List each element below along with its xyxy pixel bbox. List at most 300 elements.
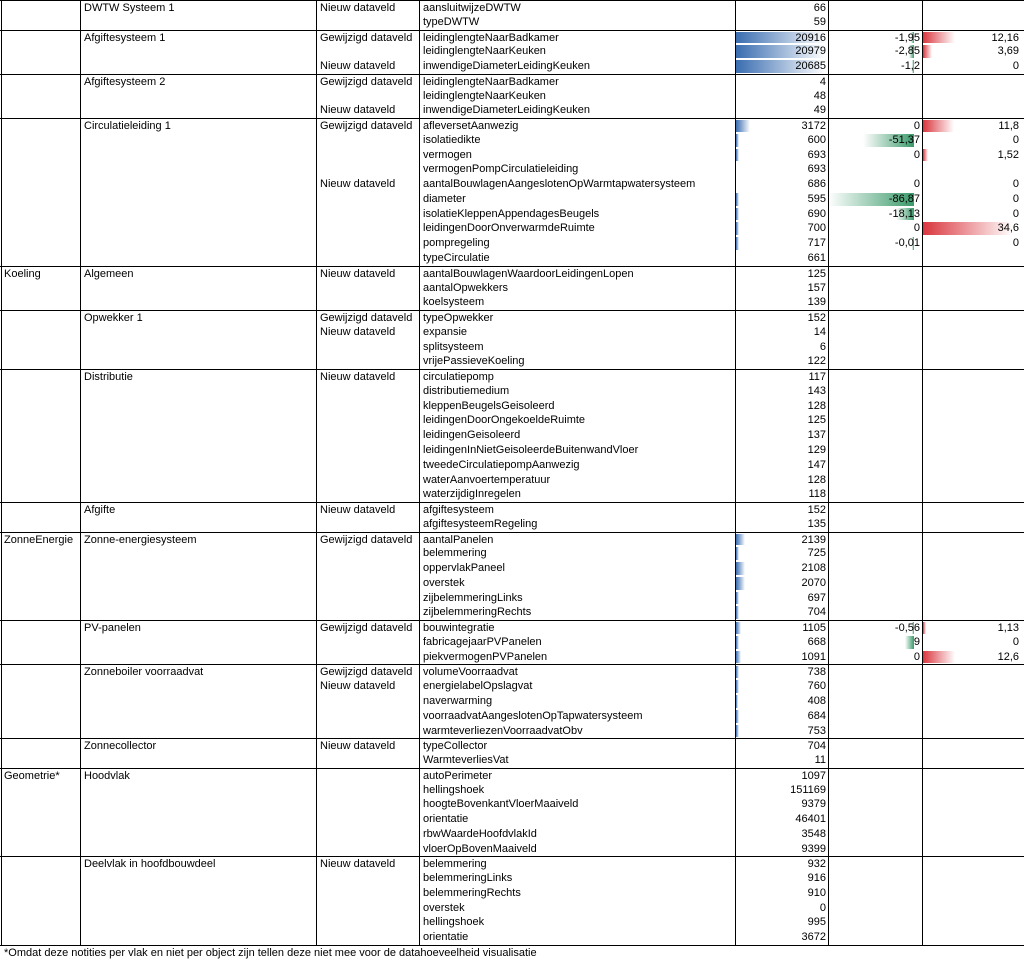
count-cell[interactable] (735, 487, 828, 502)
negative-change-cell[interactable] (828, 886, 922, 901)
group-cell[interactable]: Algemeen (84, 267, 134, 280)
count-cell[interactable] (735, 75, 828, 89)
count-cell[interactable] (735, 311, 828, 325)
group-cell[interactable]: Hoodvlak (84, 769, 130, 782)
table-row[interactable] (0, 842, 1024, 857)
table-row[interactable] (0, 930, 1024, 945)
positive-change-cell[interactable] (922, 503, 1021, 517)
table-row[interactable] (0, 679, 1024, 694)
positive-change-cell[interactable] (922, 694, 1021, 709)
positive-change-cell[interactable] (922, 399, 1021, 414)
table-row[interactable] (0, 458, 1024, 473)
table-row[interactable] (0, 724, 1024, 739)
negative-change-cell[interactable] (828, 89, 922, 104)
change-type-cell[interactable]: Nieuw dataveld (320, 504, 396, 517)
field-name-cell[interactable]: inwendigeDiameterLeidingKeuken (423, 104, 590, 117)
table-row[interactable] (0, 650, 1024, 665)
table-row[interactable] (0, 192, 1024, 207)
change-type-cell[interactable]: Gewijzigd dataveld (320, 312, 413, 325)
count-cell[interactable] (735, 192, 828, 207)
positive-change-cell[interactable] (922, 812, 1021, 827)
field-name-cell[interactable]: orientatie (423, 813, 469, 826)
count-cell[interactable] (735, 443, 828, 458)
field-name-cell[interactable]: koelsysteem (423, 296, 485, 309)
field-name-cell[interactable]: aantalBouwlagenWaardoorLeidingenLopen (423, 267, 634, 280)
negative-change-cell[interactable] (828, 59, 922, 74)
positive-change-cell[interactable] (922, 44, 1021, 59)
table-row[interactable] (0, 915, 1024, 930)
change-type-cell[interactable]: Nieuw dataveld (320, 325, 396, 338)
positive-change-cell[interactable] (922, 857, 1021, 871)
count-cell[interactable] (735, 533, 828, 547)
count-cell[interactable] (735, 89, 828, 104)
change-type-cell[interactable]: Gewijzigd dataveld (320, 533, 413, 546)
table-row[interactable] (0, 738, 1024, 753)
positive-change-cell[interactable] (922, 251, 1021, 266)
count-cell[interactable] (735, 384, 828, 399)
count-cell[interactable] (735, 871, 828, 886)
table-row[interactable] (0, 783, 1024, 798)
table-row[interactable] (0, 236, 1024, 251)
field-name-cell[interactable]: isolatieKleppenAppendagesBeugels (423, 207, 600, 220)
negative-change-cell[interactable] (828, 930, 922, 945)
count-cell[interactable] (735, 236, 828, 251)
positive-change-cell[interactable] (922, 325, 1021, 340)
count-cell[interactable] (735, 561, 828, 576)
count-cell[interactable] (735, 783, 828, 798)
field-name-cell[interactable]: aantalOpwekkers (423, 281, 508, 294)
field-name-cell[interactable]: waterAanvoertemperatuur (423, 473, 551, 486)
negative-change-cell[interactable] (828, 769, 922, 783)
negative-change-cell[interactable] (828, 295, 922, 310)
positive-change-cell[interactable] (922, 443, 1021, 458)
table-row[interactable] (0, 15, 1024, 30)
field-name-cell[interactable]: vermogenPompCirculatieleiding (423, 163, 579, 176)
count-cell[interactable] (735, 665, 828, 679)
negative-change-cell[interactable] (828, 399, 922, 414)
negative-change-cell[interactable] (828, 605, 922, 620)
field-name-cell[interactable]: zijbelemmeringRechts (423, 606, 532, 619)
table-row[interactable] (0, 502, 1024, 517)
positive-change-cell[interactable] (922, 473, 1021, 488)
field-name-cell[interactable]: waterzijdigInregelen (423, 488, 521, 501)
negative-change-cell[interactable] (828, 561, 922, 576)
field-name-cell[interactable]: voorraadvatAangeslotenOpTapwatersysteem (423, 709, 643, 722)
field-name-cell[interactable]: volumeVoorraadvat (423, 666, 518, 679)
field-name-cell[interactable]: aantalPanelen (423, 533, 494, 546)
field-name-cell[interactable]: rbwWaardeHoofdvlakId (423, 827, 537, 840)
count-cell[interactable] (735, 694, 828, 709)
table-row[interactable] (0, 576, 1024, 591)
count-cell[interactable] (735, 370, 828, 384)
count-cell[interactable] (735, 428, 828, 443)
field-name-cell[interactable]: fabricagejaarPVPanelen (423, 635, 542, 648)
count-cell[interactable] (735, 103, 828, 118)
change-type-cell[interactable]: Nieuw dataveld (320, 2, 396, 14)
field-name-cell[interactable]: typeDWTW (423, 15, 480, 28)
change-type-cell[interactable]: Nieuw dataveld (320, 858, 396, 871)
count-cell[interactable] (735, 221, 828, 236)
table-row[interactable] (0, 281, 1024, 296)
field-name-cell[interactable]: warmteverliezenVoorraadvatObv (423, 724, 583, 737)
negative-change-cell[interactable] (828, 370, 922, 384)
field-name-cell[interactable]: leidingenInNietGeisoleerdeBuitenwandVloer (423, 443, 639, 456)
field-name-cell[interactable]: afgiftesysteemRegeling (423, 517, 538, 530)
negative-change-cell[interactable] (828, 267, 922, 281)
positive-change-cell[interactable] (922, 650, 1021, 665)
group-cell[interactable]: DWTW Systeem 1 (84, 2, 175, 14)
negative-change-cell[interactable] (828, 428, 922, 443)
negative-change-cell[interactable] (828, 251, 922, 266)
change-type-cell[interactable]: Nieuw dataveld (320, 680, 396, 693)
positive-change-cell[interactable] (922, 162, 1021, 177)
positive-change-cell[interactable] (922, 15, 1021, 30)
negative-change-cell[interactable] (828, 221, 922, 236)
count-cell[interactable] (735, 753, 828, 768)
positive-change-cell[interactable] (922, 753, 1021, 768)
positive-change-cell[interactable] (922, 458, 1021, 473)
table-row[interactable] (0, 487, 1024, 502)
count-cell[interactable] (735, 739, 828, 753)
table-row[interactable] (0, 384, 1024, 399)
field-name-cell[interactable]: aantalBouwlagenAangeslotenOpWarmtapwatersysteem (423, 178, 696, 191)
count-cell[interactable] (735, 605, 828, 620)
change-type-cell[interactable]: Gewijzigd dataveld (320, 75, 413, 88)
positive-change-cell[interactable] (922, 591, 1021, 606)
negative-change-cell[interactable] (828, 665, 922, 679)
table-row[interactable] (0, 89, 1024, 104)
field-name-cell[interactable]: typeCirculatie (423, 252, 490, 265)
table-row[interactable] (0, 310, 1024, 325)
count-cell[interactable] (735, 724, 828, 739)
positive-change-cell[interactable] (922, 192, 1021, 207)
group-cell[interactable]: Afgiftesysteem 2 (84, 75, 166, 88)
field-name-cell[interactable]: isolatiedikte (423, 133, 481, 146)
count-cell[interactable] (735, 31, 828, 45)
count-cell[interactable] (735, 251, 828, 266)
negative-change-cell[interactable] (828, 724, 922, 739)
field-name-cell[interactable]: vloerOpBovenMaaiveld (423, 842, 537, 855)
group-cell[interactable]: Opwekker 1 (84, 312, 143, 325)
positive-change-cell[interactable] (922, 886, 1021, 901)
field-name-cell[interactable]: aansluitwijzeDWTW (423, 2, 521, 14)
negative-change-cell[interactable] (828, 340, 922, 355)
count-cell[interactable] (735, 857, 828, 871)
positive-change-cell[interactable] (922, 59, 1021, 74)
group-cell[interactable]: Zonnecollector (84, 740, 157, 753)
field-name-cell[interactable]: zijbelemmeringLinks (423, 591, 523, 604)
group-cell[interactable]: PV-panelen (84, 622, 141, 635)
table-row[interactable] (0, 44, 1024, 59)
table-row[interactable] (0, 354, 1024, 369)
field-name-cell[interactable]: WarmteverliesVat (423, 754, 509, 767)
negative-change-cell[interactable] (828, 15, 922, 30)
negative-change-cell[interactable] (828, 812, 922, 827)
negative-change-cell[interactable] (828, 694, 922, 709)
positive-change-cell[interactable] (922, 930, 1021, 945)
change-type-cell[interactable]: Nieuw dataveld (320, 104, 396, 117)
negative-change-cell[interactable] (828, 44, 922, 59)
table-row[interactable] (0, 871, 1024, 886)
positive-change-cell[interactable] (922, 221, 1021, 236)
negative-change-cell[interactable] (828, 827, 922, 842)
field-name-cell[interactable]: oppervlakPaneel (423, 562, 505, 575)
field-name-cell[interactable]: inwendigeDiameterLeidingKeuken (423, 60, 590, 73)
count-cell[interactable] (735, 503, 828, 517)
field-name-cell[interactable]: kleppenBeugelsGeisoleerd (423, 399, 555, 412)
negative-change-cell[interactable] (828, 148, 922, 163)
negative-change-cell[interactable] (828, 192, 922, 207)
positive-change-cell[interactable] (922, 665, 1021, 679)
positive-change-cell[interactable] (922, 354, 1021, 369)
count-cell[interactable] (735, 458, 828, 473)
negative-change-cell[interactable] (828, 473, 922, 488)
positive-change-cell[interactable] (922, 546, 1021, 561)
table-row[interactable] (0, 753, 1024, 768)
positive-change-cell[interactable] (922, 827, 1021, 842)
table-row[interactable] (0, 532, 1024, 547)
field-name-cell[interactable]: leidinglengteNaarBadkamer (423, 75, 559, 88)
positive-change-cell[interactable] (922, 517, 1021, 532)
negative-change-cell[interactable] (828, 591, 922, 606)
count-cell[interactable] (735, 650, 828, 665)
count-cell[interactable] (735, 901, 828, 916)
positive-change-cell[interactable] (922, 340, 1021, 355)
count-cell[interactable] (735, 267, 828, 281)
count-cell[interactable] (735, 44, 828, 59)
field-name-cell[interactable]: leidingenDoorOngekoeldeRuimte (423, 414, 586, 427)
positive-change-cell[interactable] (922, 89, 1021, 104)
positive-change-cell[interactable] (922, 31, 1021, 45)
positive-change-cell[interactable] (922, 281, 1021, 296)
count-cell[interactable] (735, 207, 828, 222)
table-row[interactable] (0, 0, 1024, 15)
count-cell[interactable] (735, 177, 828, 192)
positive-change-cell[interactable] (922, 267, 1021, 281)
negative-change-cell[interactable] (828, 503, 922, 517)
field-name-cell[interactable]: pompregeling (423, 237, 490, 250)
positive-change-cell[interactable] (922, 428, 1021, 443)
table-row[interactable] (0, 856, 1024, 871)
negative-change-cell[interactable] (828, 458, 922, 473)
negative-change-cell[interactable] (828, 679, 922, 694)
positive-change-cell[interactable] (922, 177, 1021, 192)
negative-change-cell[interactable] (828, 75, 922, 89)
positive-change-cell[interactable] (922, 207, 1021, 222)
table-row[interactable] (0, 162, 1024, 177)
negative-change-cell[interactable] (828, 177, 922, 192)
field-name-cell[interactable]: naverwarming (423, 694, 493, 707)
count-cell[interactable] (735, 399, 828, 414)
positive-change-cell[interactable] (922, 679, 1021, 694)
positive-change-cell[interactable] (922, 384, 1021, 399)
count-cell[interactable] (735, 133, 828, 148)
negative-change-cell[interactable] (828, 487, 922, 502)
positive-change-cell[interactable] (922, 739, 1021, 753)
table-row[interactable] (0, 827, 1024, 842)
negative-change-cell[interactable] (828, 384, 922, 399)
table-row[interactable] (0, 443, 1024, 458)
group-cell[interactable]: Circulatieleiding 1 (84, 120, 171, 133)
field-name-cell[interactable]: splitsysteem (423, 340, 484, 353)
count-cell[interactable] (735, 162, 828, 177)
table-row[interactable] (0, 768, 1024, 783)
group-cell[interactable]: Distributie (84, 371, 133, 384)
table-row[interactable] (0, 428, 1024, 443)
negative-change-cell[interactable] (828, 709, 922, 724)
field-name-cell[interactable]: orientatie (423, 931, 469, 944)
table-row[interactable] (0, 901, 1024, 916)
table-row[interactable] (0, 605, 1024, 620)
field-name-cell[interactable]: hellingshoek (423, 783, 485, 796)
field-name-cell[interactable]: autoPerimeter (423, 769, 493, 782)
count-cell[interactable] (735, 827, 828, 842)
field-name-cell[interactable]: distributiemedium (423, 384, 510, 397)
positive-change-cell[interactable] (922, 1, 1021, 15)
change-type-cell[interactable]: Nieuw dataveld (320, 267, 396, 280)
positive-change-cell[interactable] (922, 295, 1021, 310)
field-name-cell[interactable]: leidinglengteNaarBadkamer (423, 31, 559, 44)
positive-change-cell[interactable] (922, 605, 1021, 620)
table-row[interactable] (0, 369, 1024, 384)
field-name-cell[interactable]: circulatiepomp (423, 371, 494, 384)
negative-change-cell[interactable] (828, 354, 922, 369)
count-cell[interactable] (735, 576, 828, 591)
positive-change-cell[interactable] (922, 236, 1021, 251)
table-row[interactable] (0, 620, 1024, 635)
table-row[interactable] (0, 709, 1024, 724)
category-cell[interactable]: Koeling (4, 267, 41, 280)
positive-change-cell[interactable] (922, 724, 1021, 739)
field-name-cell[interactable]: vermogen (423, 148, 472, 161)
field-name-cell[interactable]: tweedeCirculatiepompAanwezig (423, 458, 580, 471)
count-cell[interactable] (735, 769, 828, 783)
group-cell[interactable]: Zonneboiler voorraadvat (84, 666, 204, 679)
table-row[interactable] (0, 399, 1024, 414)
change-type-cell[interactable]: Gewijzigd dataveld (320, 622, 413, 635)
negative-change-cell[interactable] (828, 133, 922, 148)
table-row[interactable] (0, 207, 1024, 222)
field-name-cell[interactable]: afgiftesysteem (423, 504, 494, 517)
count-cell[interactable] (735, 591, 828, 606)
positive-change-cell[interactable] (922, 561, 1021, 576)
negative-change-cell[interactable] (828, 236, 922, 251)
positive-change-cell[interactable] (922, 576, 1021, 591)
change-type-cell[interactable]: Gewijzigd dataveld (320, 120, 413, 133)
negative-change-cell[interactable] (828, 635, 922, 650)
count-cell[interactable] (735, 354, 828, 369)
positive-change-cell[interactable] (922, 871, 1021, 886)
count-cell[interactable] (735, 679, 828, 694)
field-name-cell[interactable]: overstek (423, 901, 465, 914)
field-name-cell[interactable]: vrijePassieveKoeling (423, 355, 525, 368)
count-cell[interactable] (735, 281, 828, 296)
table-row[interactable] (0, 812, 1024, 827)
count-cell[interactable] (735, 842, 828, 857)
positive-change-cell[interactable] (922, 487, 1021, 502)
table-row[interactable] (0, 221, 1024, 236)
count-cell[interactable] (735, 119, 828, 133)
table-row[interactable] (0, 251, 1024, 266)
field-name-cell[interactable]: piekvermogenPVPanelen (423, 650, 548, 663)
group-cell[interactable]: Deelvlak in hoofdbouwdeel (84, 858, 216, 871)
positive-change-cell[interactable] (922, 635, 1021, 650)
positive-change-cell[interactable] (922, 783, 1021, 798)
positive-change-cell[interactable] (922, 148, 1021, 163)
group-cell[interactable]: Afgifte (84, 504, 116, 517)
field-name-cell[interactable]: leidingenDoorOnverwarmdeRuimte (423, 222, 595, 235)
field-name-cell[interactable]: belemmering (423, 547, 487, 560)
table-row[interactable] (0, 340, 1024, 355)
negative-change-cell[interactable] (828, 576, 922, 591)
table-row[interactable] (0, 295, 1024, 310)
negative-change-cell[interactable] (828, 797, 922, 812)
negative-change-cell[interactable] (828, 857, 922, 871)
field-name-cell[interactable]: bouwintegratie (423, 622, 495, 635)
positive-change-cell[interactable] (922, 769, 1021, 783)
positive-change-cell[interactable] (922, 797, 1021, 812)
table-row[interactable] (0, 694, 1024, 709)
negative-change-cell[interactable] (828, 915, 922, 930)
field-name-cell[interactable]: typeCollector (423, 740, 488, 753)
table-row[interactable] (0, 886, 1024, 901)
change-type-cell[interactable]: Nieuw dataveld (320, 371, 396, 384)
positive-change-cell[interactable] (922, 621, 1021, 635)
table-row[interactable] (0, 30, 1024, 45)
negative-change-cell[interactable] (828, 871, 922, 886)
count-cell[interactable] (735, 59, 828, 74)
count-cell[interactable] (735, 517, 828, 532)
table-row[interactable] (0, 325, 1024, 340)
count-cell[interactable] (735, 635, 828, 650)
positive-change-cell[interactable] (922, 133, 1021, 148)
negative-change-cell[interactable] (828, 753, 922, 768)
table-row[interactable] (0, 664, 1024, 679)
positive-change-cell[interactable] (922, 370, 1021, 384)
change-type-cell[interactable]: Gewijzigd dataveld (320, 31, 413, 44)
table-row[interactable] (0, 561, 1024, 576)
table-row[interactable] (0, 635, 1024, 650)
count-cell[interactable] (735, 930, 828, 945)
negative-change-cell[interactable] (828, 443, 922, 458)
category-cell[interactable]: Geometrie* (4, 769, 60, 782)
negative-change-cell[interactable] (828, 546, 922, 561)
table-row[interactable] (0, 59, 1024, 74)
category-cell[interactable]: ZonneEnergie (4, 533, 74, 546)
field-name-cell[interactable]: diameter (423, 192, 466, 205)
negative-change-cell[interactable] (828, 517, 922, 532)
negative-change-cell[interactable] (828, 1, 922, 15)
positive-change-cell[interactable] (922, 75, 1021, 89)
count-cell[interactable] (735, 473, 828, 488)
negative-change-cell[interactable] (828, 533, 922, 547)
negative-change-cell[interactable] (828, 621, 922, 635)
change-type-cell[interactable]: Gewijzigd dataveld (320, 666, 413, 679)
table-row[interactable] (0, 797, 1024, 812)
field-name-cell[interactable]: afleversetAanwezig (423, 120, 519, 133)
count-cell[interactable] (735, 812, 828, 827)
count-cell[interactable] (735, 886, 828, 901)
table-row[interactable] (0, 517, 1024, 532)
count-cell[interactable] (735, 797, 828, 812)
negative-change-cell[interactable] (828, 901, 922, 916)
negative-change-cell[interactable] (828, 31, 922, 45)
positive-change-cell[interactable] (922, 901, 1021, 916)
field-name-cell[interactable]: leidinglengteNaarKeuken (423, 45, 546, 58)
table-row[interactable] (0, 177, 1024, 192)
table-row[interactable] (0, 148, 1024, 163)
positive-change-cell[interactable] (922, 413, 1021, 428)
